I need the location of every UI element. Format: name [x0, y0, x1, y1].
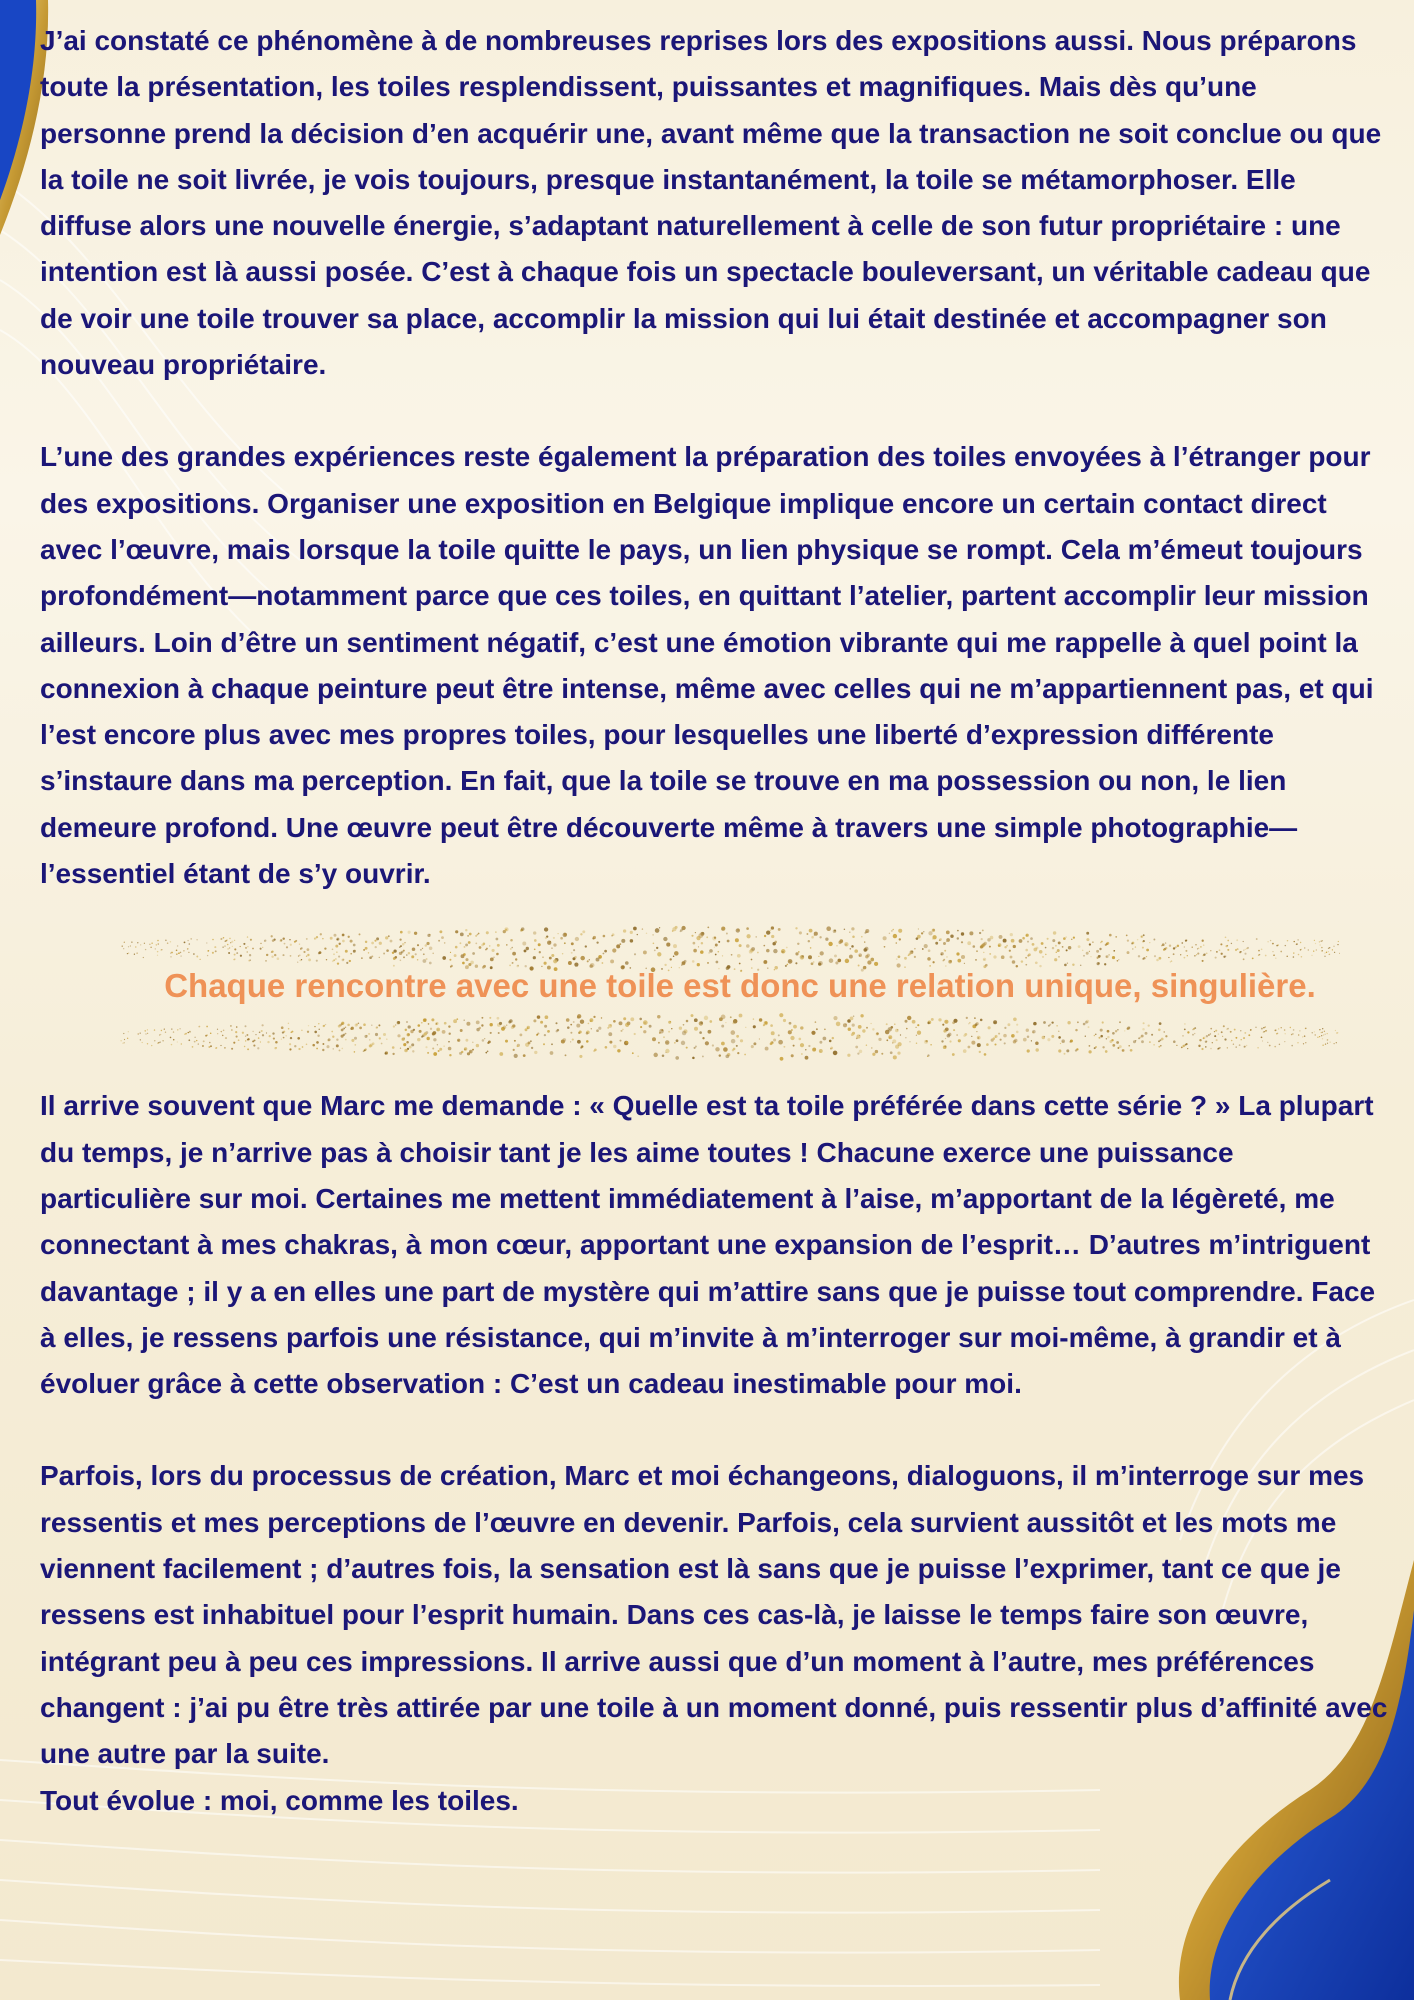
paragraph-spacer — [40, 1407, 1390, 1453]
closing-line: Tout évolue : moi, comme les toiles. — [40, 1784, 519, 1816]
paragraph-spacer — [40, 388, 1390, 434]
paragraph: L’une des grandes expériences reste également la préparation des toiles envoyées à l’étranger pour des expositions. Organiser une exposition en Belgique implique encore un certain contact direct avec l’œuvre, mais lorsque la toile quitte le pays, un lien physique se rompt. Cela m’émeut toujours profondément—notamment parce que ces toiles, en quittant l’atelier, partent accomplir leur mission ailleurs. Loin d’être un sentiment négatif, c’est une émotion vibrante qui me rappelle à quel point la connexion à chaque peinture peut être intense, même avec celles qui ne m’appartiennent pas, et qui l’est encore plus avec mes propres toiles, pour lesquelles une liberté d’expression différente s’instaure dans ma perception. En fait, que la toile se trouve en ma possession ou non, le lien demeure profond. Une œuvre peut être découverte même à travers une simple photographie—l’essentiel étant de s’y ouvrir. — [40, 441, 1374, 890]
paragraph: Parfois, lors du processus de création, Marc et moi échangeons, dialoguons, il m’interroge sur mes ressentis et mes perceptions de l’œuvre en devenir. Parfois, cela survient aussitôt et les mots me viennent facilement ; d’autres fois, la sensation est là sans que je puisse l’exprimer, tant ce que je ressens est inhabituel pour l’esprit humain. Dans ces cas-là, je laisse le temps faire son œuvre, intégrant peu à peu ces impressions. Il arrive aussi que d’un moment à l’autre, mes préférences changent : j’ai pu être très attirée par une toile à un moment donné, puis ressentir plus d’affinité avec une autre par la suite. — [40, 1460, 1388, 1770]
highlight-quote: Chaque rencontre avec une toile est donc une relation unique, singulière. — [164, 967, 1316, 1005]
document-body — [40, 18, 1390, 1824]
paragraph: J’ai constaté ce phénomène à de nombreuses reprises lors des expositions aussi. Nous préparons toute la présentation, les toiles resplendissent, puissantes et magnifiques. Mais dès qu’une personne prend la décision d’en acquérir une, avant même que la transaction ne soit conclue ou que la toile ne soit livrée, je vois toujours, presque instantanément, la toile se métamorphoser. Elle diffuse alors une nouvelle énergie, s’adaptant naturellement à celle de son futur propriétaire : une intention est là aussi posée. C’est à chaque fois un spectacle bouleversant, un véritable cadeau que de voir une toile trouver sa place, accomplir la mission qui lui était destinée et accompagner son nouveau propriétaire. — [40, 25, 1382, 381]
highlight-quote-block — [40, 897, 1390, 1083]
paragraph: Il arrive souvent que Marc me demande : « Quelle est ta toile préférée dans cette série ? » La plupart du temps, je n’arrive pas à choisir tant je les aime toutes ! Chacune exerce une puissance particulière sur moi. Certaines me mettent immédiatement à l’aise, m’apportant de la légèreté, me connectant à mes chakras, à mon cœur, apportant une expansion de l’esprit… D’autres m’intriguent davantage ; il y a en elles une part de mystère qui m’attire sans que je puisse tout comprendre. Face à elles, je ressens parfois une résistance, qui m’invite à m’interroger sur moi-même, à grandir et à évoluer grâce à cette observation : C’est un cadeau inestimable pour moi. — [40, 1090, 1376, 1400]
